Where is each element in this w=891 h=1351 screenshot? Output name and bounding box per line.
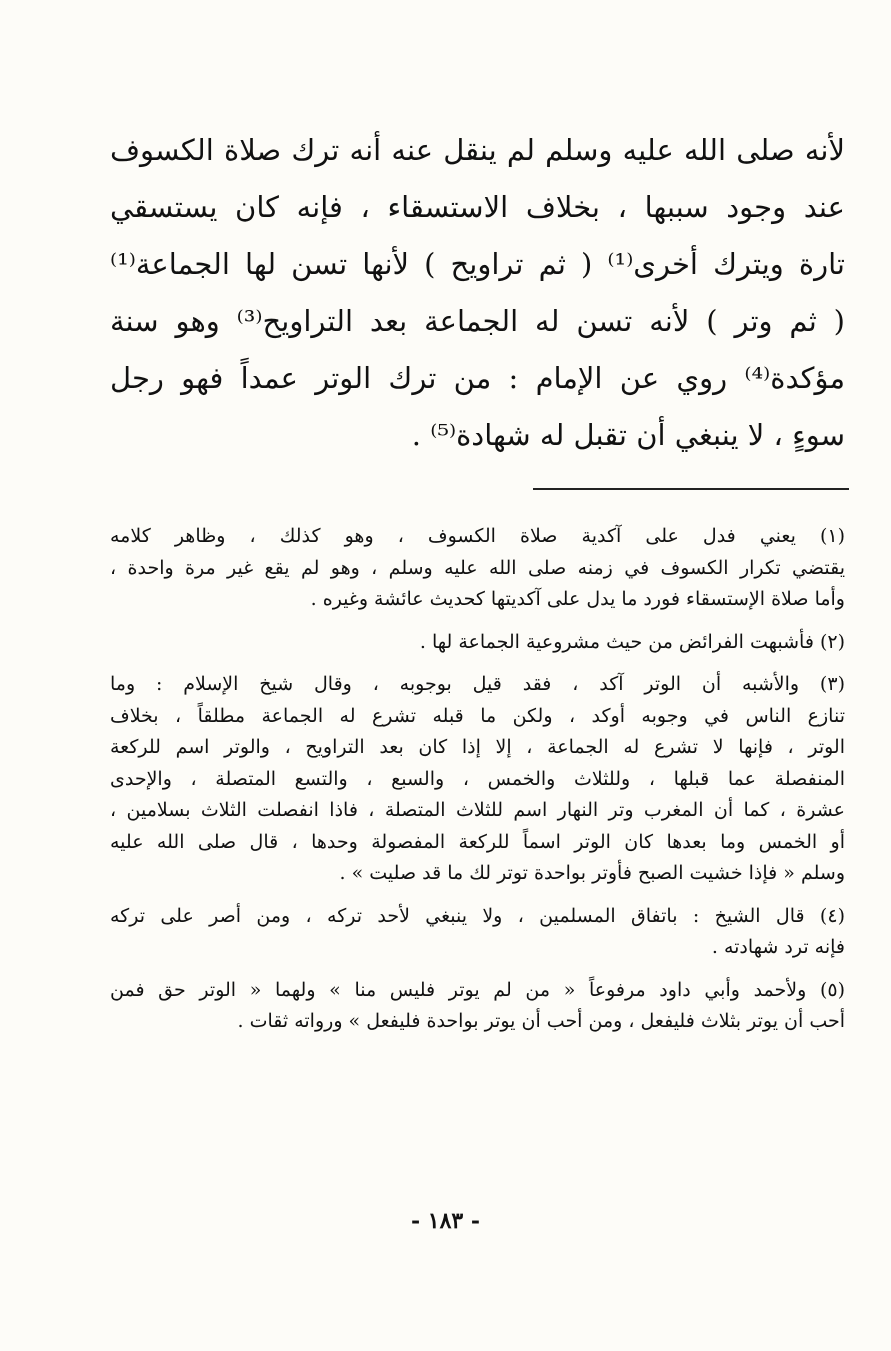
footnote-line: الوتر ، فإنها لا تشرع له الجماعة ، إلا إذا كان بعد التراويح ، والوتر اسم للركعة: [110, 736, 845, 758]
footnote-line: (٣) والأشبه أن الوتر آكد ، فقد قيل بوجوبه ، وقال شيخ الإسلام : وما: [110, 673, 845, 695]
footnote-line: أو الخمس وما بعدها كان الوتر اسماً للركعة المفصولة وحدها ، قال صلى الله عليه: [110, 830, 845, 853]
footnote-line: (٥) ولأحمد وأبي داود مرفوعاً « من لم يوتر فليس منا » ولهما « الوتر حق فمن: [110, 978, 845, 1001]
footnote-line: وأما صلاة الإستسقاء فورد ما يدل على آكديتها كحديث عائشة وغيره .: [310, 588, 845, 610]
main-text-line: لأنه صلى الله عليه وسلم لم ينقل عنه أنه ترك صلاة الكسوف: [110, 133, 845, 167]
footnote-5: [110, 975, 845, 1038]
footnote-line: وسلم « فإذا خشيت الصبح فأوتر بواحدة توتر لك ما قد صليت » .: [339, 862, 845, 884]
footnote-line: (٤) قال الشيخ : باتفاق المسلمين ، ولا ينبغي لأحد تركه ، ومن أصر على تركه: [110, 904, 845, 927]
main-text-block: [110, 122, 845, 464]
main-text-line: سوءٍ ، لا ينبغي أن تقبل له شهادة⁽⁵⁾ .: [411, 418, 845, 452]
footnote-line: (٢) فأشبهت الفرائض من حيث مشروعية الجماعة لها .: [419, 630, 845, 653]
footnote-line: يقتضي تكرار الكسوف في زمنه صلى الله عليه وسلم ، وهو لم يقع غير مرة واحدة ،: [110, 556, 845, 579]
footnote-line: المنفصلة عما قبلها ، وللثلاث والخمس ، والسبع ، والتسع المتصلة ، والإحدى: [110, 767, 845, 790]
footnote-line: أحب أن يوتر بثلاث فليفعل ، ومن أحب أن يوتر بواحدة فليفعل » ورواته ثقات .: [237, 1010, 845, 1032]
footnote-2: [110, 627, 845, 659]
main-text-line: تارة ويترك أخرى⁽¹⁾ ( ثم تراويح ) لأنها تسن لها الجماعة⁽¹⁾: [110, 247, 845, 281]
main-text-line: عند وجود سببها ، بخلاف الاستسقاء ، فإنه كان يستسقي: [110, 190, 845, 224]
footnote-3: [110, 669, 845, 890]
page-number: - ١٨٣ -: [410, 1208, 481, 1234]
footnote-1: [110, 521, 845, 616]
footnote-line: فإنه ترد شهادته .: [711, 936, 845, 958]
footnote-line: عشرة ، كما أن المغرب وتر النهار اسم للثلاث المتصلة ، فاذا انفصلت الثلاث بسلامين ،: [110, 799, 845, 821]
footnote-line: (١) يعني فدل على آكدية صلاة الكسوف ، وهو كذلك ، وظاهر كلامه: [110, 525, 845, 547]
main-text-line: مؤكدة⁽⁴⁾ روي عن الإمام : من ترك الوتر عمداً فهو رجل: [110, 361, 845, 395]
main-text-line: ( ثم وتر ) لأنه تسن له الجماعة بعد التراويح⁽³⁾ وهو سنة: [110, 304, 846, 338]
footnotes-block: [110, 521, 845, 1049]
footnote-line: تنازع الناس في وجوبه أوكد ، ولكن ما قبله تشرع له الجماعة مطلقاً ، بخلاف: [110, 704, 845, 727]
footnote-separator: [533, 488, 849, 490]
footnote-4: [110, 901, 845, 964]
